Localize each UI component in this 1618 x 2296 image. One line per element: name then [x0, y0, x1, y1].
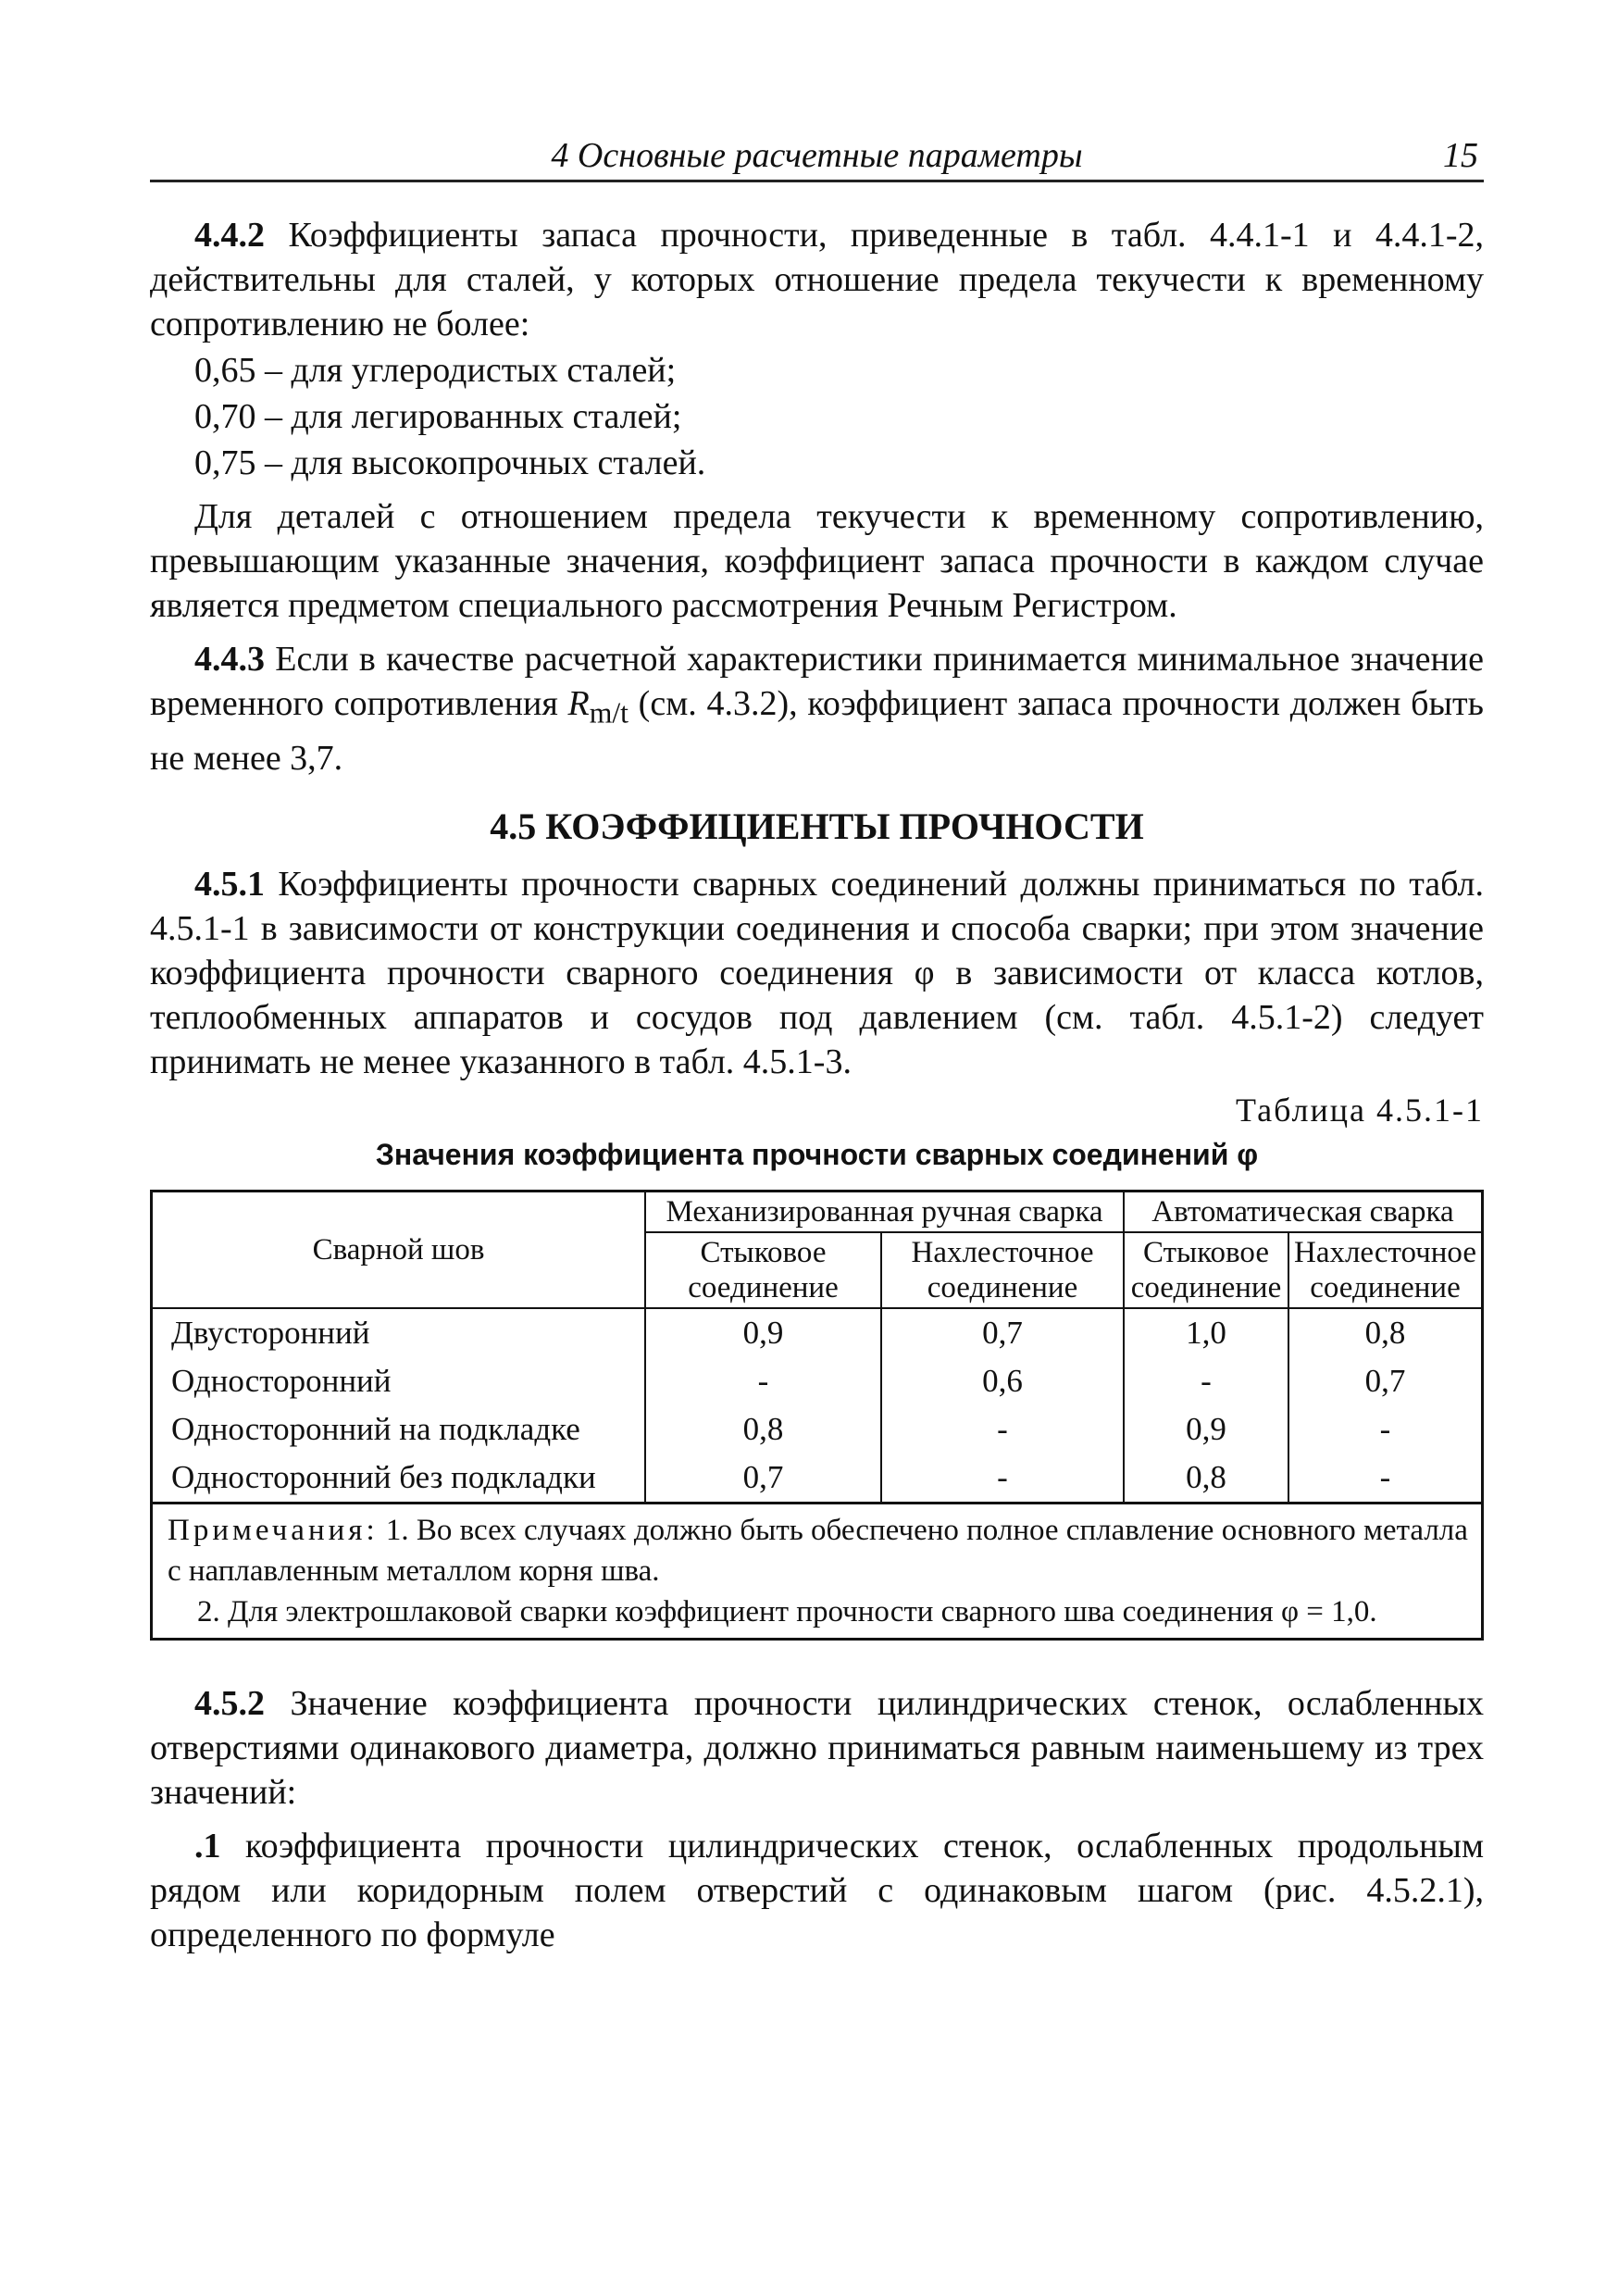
cell-value: -	[645, 1357, 881, 1405]
cell-value: 0,9	[1124, 1405, 1288, 1454]
formula-subscript: m/t	[589, 696, 629, 730]
cell-value: 0,6	[881, 1357, 1124, 1405]
table-row	[152, 1405, 1483, 1454]
note-1-text: 1. Во всех случаях должно быть обеспечено полное сплавление основного металла с наплавленным металлом корня шва.	[168, 1513, 1468, 1588]
list-item: 0,70 – для легированных сталей;	[194, 397, 682, 436]
paragraph-4-5-2	[150, 1681, 1484, 1815]
cell-value: -	[881, 1405, 1124, 1454]
table-label: Таблица 4.5.1-1	[1236, 1091, 1484, 1129]
paragraph-4-5-1	[150, 862, 1484, 1084]
table-header-auto: Автоматическая сварка	[1124, 1191, 1483, 1232]
table-subheader-auto-lap: Нахлесточное соединение	[1288, 1232, 1483, 1308]
cell-value: -	[1288, 1454, 1483, 1504]
cell-value: 0,9	[645, 1308, 881, 1357]
paragraph-4-4-2	[150, 213, 1484, 346]
cell-value: -	[1124, 1357, 1288, 1405]
notes-label: Примечания:	[168, 1513, 379, 1547]
clause-text-before: Если в качестве расчетной характеристики принимается минимальное значение временного сопротивления	[150, 640, 1485, 723]
clause-number: 4.4.3	[194, 640, 265, 679]
paragraph-4-4-2-continued: Для деталей с отношением предела текучести к временному сопротивлению, превышающим указанные значения, коэффициент запаса прочности в каждом случае является предметом специального рассмотрения Речным Регистром.	[150, 497, 1484, 625]
item-number: .1	[194, 1826, 221, 1866]
table-title: Значения коэффициента прочности сварных соединений φ	[375, 1137, 1259, 1171]
clause-text: Значение коэффициента прочности цилиндрических стенок, ослабленных отверстиями одинакового диаметра, должно приниматься равным наименьшему из трех значений:	[150, 1683, 1484, 1812]
clause-number: 4.5.2	[194, 1683, 265, 1723]
row-name: Односторонний	[152, 1357, 646, 1405]
page-number: 15	[1443, 136, 1478, 175]
cell-value: 0,8	[1288, 1308, 1483, 1357]
list-item: 0,75 – для высокопрочных сталей.	[194, 443, 706, 482]
cell-value: 0,7	[645, 1454, 881, 1504]
table-subheader-manual-lap: Нахлесточное соединение	[881, 1232, 1124, 1308]
cell-value: -	[881, 1454, 1124, 1504]
table-subheader-manual-butt: Стыковое соединение	[645, 1232, 881, 1308]
cell-value: 0,7	[1288, 1357, 1483, 1405]
table-row	[152, 1308, 1483, 1357]
running-title: 4 Основные расчетные параметры	[551, 136, 1083, 175]
list-item: 0,65 – для углеродистых сталей;	[194, 351, 677, 390]
table-subheader-auto-butt: Стыковое соединение	[1124, 1232, 1288, 1308]
table-header-manual: Механизированная ручная сварка	[645, 1191, 1124, 1232]
paragraph-4-5-2-item-1	[150, 1824, 1484, 1957]
row-name: Односторонний на подкладке	[152, 1405, 646, 1454]
cell-value: -	[1288, 1405, 1483, 1454]
note-2: 2. Для электрошлаковой сварки коэффициент прочности сварного шва соединения φ = 1,0.	[197, 1594, 1377, 1628]
row-name: Односторонний без подкладки	[152, 1454, 646, 1504]
clause-text: Коэффициенты прочности сварных соединений должны приниматься по табл. 4.5.1-1 в зависимости от конструкции соединения и способа сварки; при этом значение коэффициента прочности сварного соединения φ в зависимости от класса котлов, теплообменных аппаратов и сосудов под давлением (см. табл. 4.5.1-2) следует принимать не менее указанного в табл. 4.5.1-3.	[150, 864, 1484, 1081]
clause-number: 4.4.2	[194, 216, 265, 255]
table-header-seam: Сварной шов	[152, 1191, 646, 1308]
clause-text: Коэффициенты запаса прочности, приведенные в табл. 4.4.1-1 и 4.4.1-2, действительны для сталей, у которых отношение предела текучести к временному сопротивлению не более:	[150, 216, 1484, 343]
note-1	[168, 1510, 1474, 1591]
table-row	[152, 1454, 1483, 1504]
section-heading: 4.5 КОЭФФИЦИЕНТЫ ПРОЧНОСТИ	[490, 805, 1144, 847]
cell-value: 1,0	[1124, 1308, 1288, 1357]
paragraph-4-4-3	[150, 637, 1484, 780]
running-header	[150, 131, 1484, 182]
formula-symbol: R	[567, 684, 590, 723]
cell-value: 0,8	[645, 1405, 881, 1454]
row-name: Двусторонний	[152, 1308, 646, 1357]
table-notes	[152, 1503, 1483, 1639]
table-row	[152, 1357, 1483, 1405]
cell-value: 0,7	[881, 1308, 1124, 1357]
item-text: коэффициента прочности цилиндрических стенок, ослабленных продольным рядом или коридорным полем отверстий с одинаковым шагом (рис. 4.5.2.1), определенного по формуле	[150, 1826, 1484, 1954]
clause-number: 4.5.1	[194, 864, 265, 904]
body-text	[150, 213, 1484, 1957]
clause-text-after: (см. 4.3.2), коэффициент запаса прочности должен быть не менее 3,7.	[150, 684, 1484, 778]
cell-value: 0,8	[1124, 1454, 1288, 1504]
weld-strength-table	[150, 1190, 1484, 1641]
